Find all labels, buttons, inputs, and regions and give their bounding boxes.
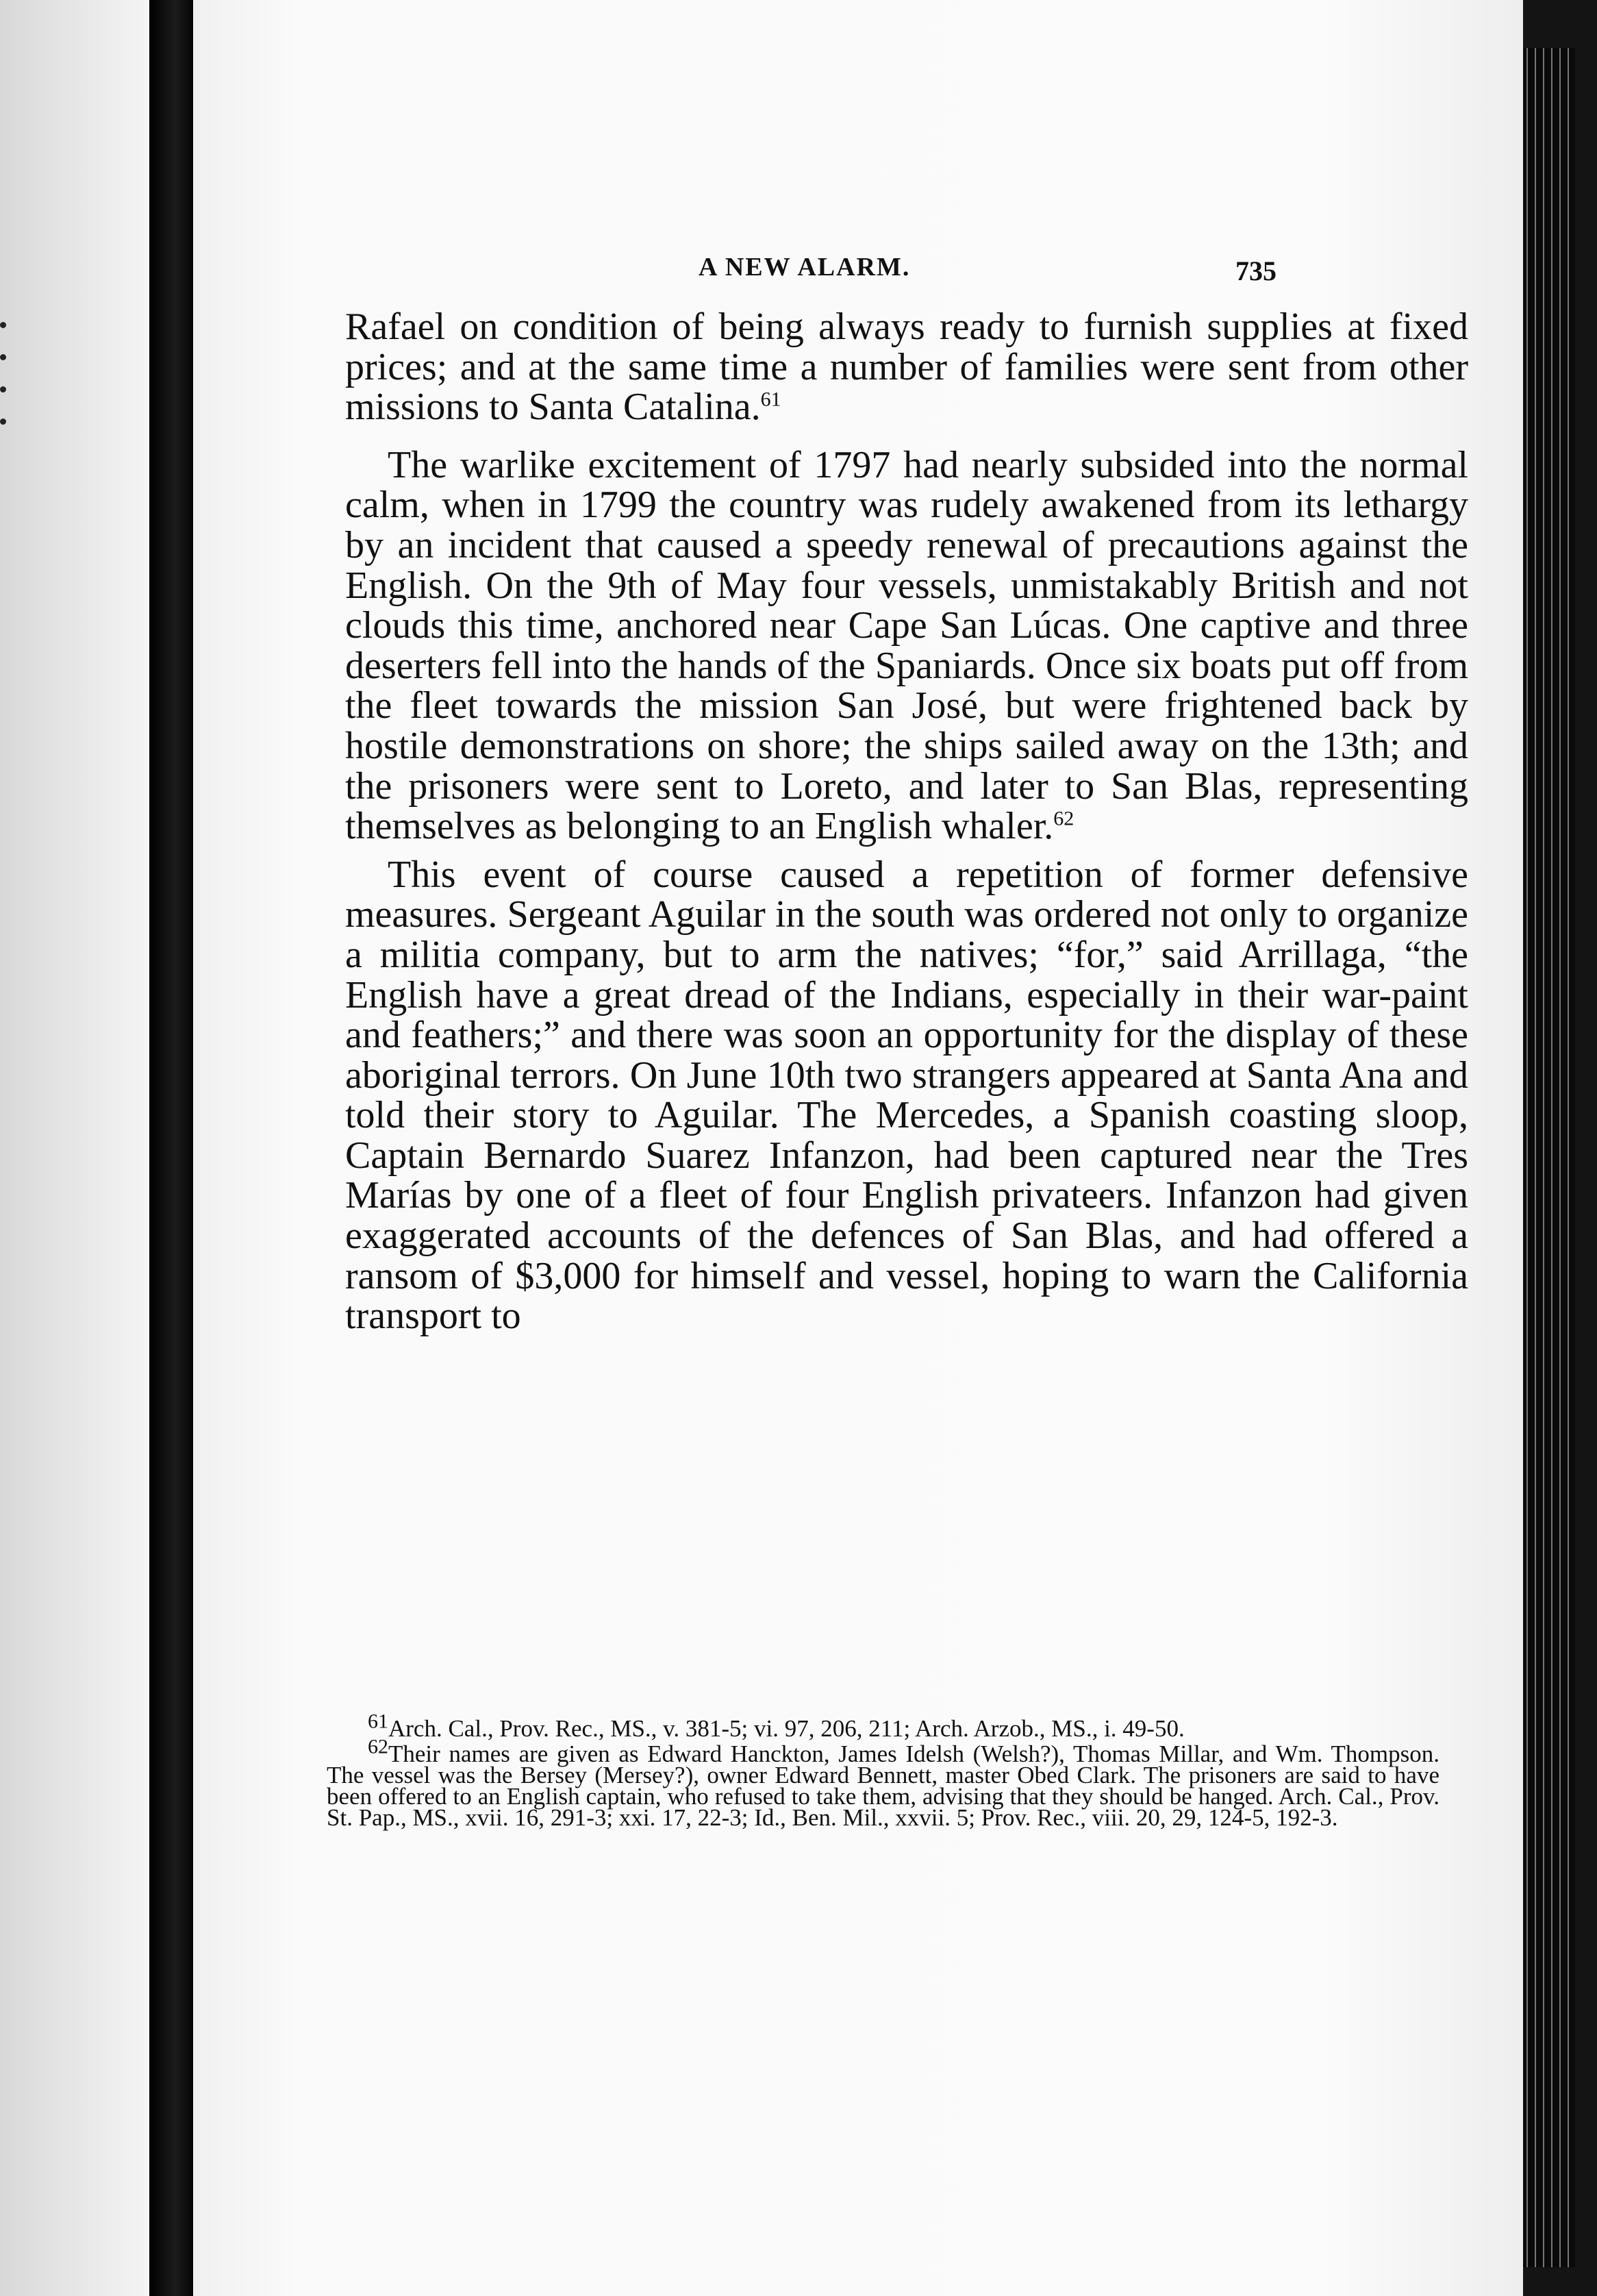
paragraph: This event of course caused a repetition of former defensive measures. Sergeant Aguilar in the south was ordered not only to organize a militia company, but to arm the natives; “for,” said Arrillaga, “the English have a great dread of the Indians, especially in their war-paint and feathers;” and there was soon an opportunity for the display of these aboriginal terrors. On June 10th two strangers appeared at Santa Ana and told their story to Aguilar. The Mercedes, a Spanish coasting sloop, Captain Bernardo Suarez Infanzon, had been captured near the Tres Marías by one of a fleet of four English privateers. Infanzon had given exaggerated accounts of the defences of San Blas, and had offered a ransom of $3,000 for himself and vessel, hoping to warn the California transport to [345,853,1468,1338]
footnote: $^{62}$Their names are given as Edward Hanckton, James Idelsh (Welsh?), Thomas Millar, and Wm. Thompson. The vessel was the Bersey (Mersey?), owner Edward Bennett, master Obed Clark. The prisoners are said to have been offered to an English captain, who refused to take them, advising that they should be hanged. Arch. Cal., Prov. St. Pap., MS., xvii. 16, 291-3; xxi. 17, 22-3; Id., Ben. Mil., xxvii. 5; Prov. Rec., viii. 20, 29, 124-5, 192-3. [327,1735,1439,1831]
footnote: $^{61}$Arch. Cal., Prov. Rec., MS., v. 381-5; vi. 97, 206, 211; Arch. Arzob., MS., i. 49-50. [368,1710,1185,1742]
paragraph: Rafael on condition of being always ready to furnish supplies at fixed prices; and at the same time a number of families were sent from other missions to Santa Catalina.$^{61}$ [345,305,1468,429]
footnotes [327,1710,1439,1832]
footnote-ref: 61 [760,388,781,411]
footnote-mark: 62 [368,1735,388,1758]
page-header [193,252,1523,293]
footnote-ref: 62 [1053,807,1074,830]
page-number: 735 [1235,255,1277,286]
paragraph: The warlike excitement of 1797 had nearly subsided into the normal calm, when in 1799 the country was rudely awakened from its lethargy by an incident that caused a speedy renewal of precautions against the English. On the 9th of May four vessels, unmistakably British and not clouds this time, anchored near Cape San Lúcas. One captive and three deserters fell into the hands of the Spaniards. Once six boats put off from the fleet towards the mission San José, but were frightened back by hostile demonstrations on shore; the ships sailed away on the 13th; and the prisoners were sent to Loreto, and later to San Blas, representing themselves as belonging to an English whaler.$^{62}$ [345,443,1468,848]
book-page [193,0,1523,2296]
left-page-edge [0,0,149,2296]
left-page-marks [0,322,14,451]
body-text [345,307,1468,1336]
book-gutter [149,0,193,2296]
running-head: A NEW ALARM. [699,253,911,282]
page-stack-edge [1523,48,1575,2267]
footnote-mark: 61 [368,1710,388,1733]
